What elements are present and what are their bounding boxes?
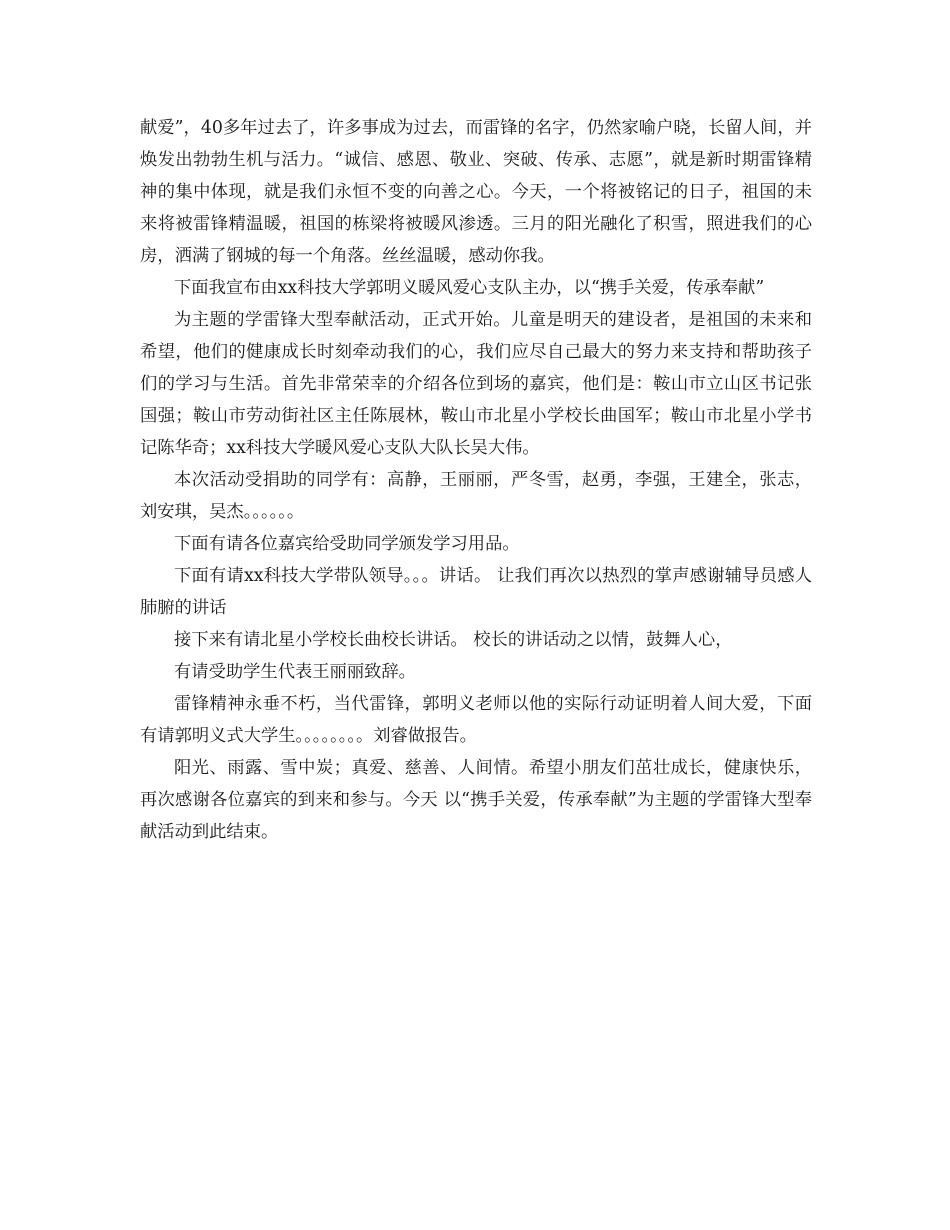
paragraph-4: 本次活动受捐助的同学有：高静，王丽丽，严冬雪，赵勇，李强，王建全，张志，刘安琪，吴杰。。。。。。: [140, 470, 812, 522]
paragraph-5: 下面有请各位嘉宾给受助同学颁发学习用品。: [174, 534, 520, 554]
paragraph-9: 雷锋精神永垂不朽，当代雷锋，郭明义老师以他的实际行动证明着人间大爱，下面有请郭明义式大学生。。。。。。。。刘睿做报告。: [140, 694, 812, 746]
paragraph-1: 献爱”，40多年过去了，许多事成为过去，而雷锋的名字，仍然家喻户晓，长留人间，并焕发出勃勃生机与活力。“诚信、感恩、敬业、突破、传承、志愿”，就是新时期雷锋精神的集中体现，就是我们永恒不变的向善之心。今天，一个将被铭记的日子，祖国的未来将被雷锋精温暖，祖国的栋梁将被暖风渗透。三月的阳光融化了积雪，照进我们的心房，洒满了钢城的每一个角落。丝丝温暖，感动你我。: [140, 118, 812, 266]
paragraph-7: 接下来有请北星小学校长曲校长讲话。 校长的讲话动之以情，鼓舞人心，: [174, 630, 733, 650]
paragraph-2: 下面我宣布由xx科技大学郭明义暖风爱心支队主办，以“携手关爱，传承奉献”: [174, 278, 765, 298]
paragraph-8: 有请受助学生代表王丽丽致辞。: [174, 662, 416, 682]
document-page: [140, 112, 812, 848]
paragraph-6: 下面有请xx科技大学带队领导。。。讲话。 让我们再次以热烈的掌声感谢辅导员感人肺腑的讲话: [140, 566, 812, 618]
paragraph-3: 为主题的学雷锋大型奉献活动，正式开始。儿童是明天的建设者，是祖国的未来和希望，他们的健康成长时刻牵动我们的心，我们应尽自己最大的努力来支持和帮助孩子们的学习与生活。首先非常荣幸的介绍各位到场的嘉宾，他们是：鞍山市立山区书记张国强；鞍山市劳动街社区主任陈展林，鞍山市北星小学校长曲国军；鞍山市北星小学书记陈华奇；xx科技大学暖风爱心支队大队长吴大伟。: [140, 310, 812, 458]
paragraph-10: 阳光、雨露、雪中炭；真爱、慈善、人间情。希望小朋友们茁壮成长，健康快乐，再次感谢各位嘉宾的到来和参与。今天 以“携手关爱，传承奉献”为主题的学雷锋大型奉献活动到此结束。: [140, 758, 812, 842]
